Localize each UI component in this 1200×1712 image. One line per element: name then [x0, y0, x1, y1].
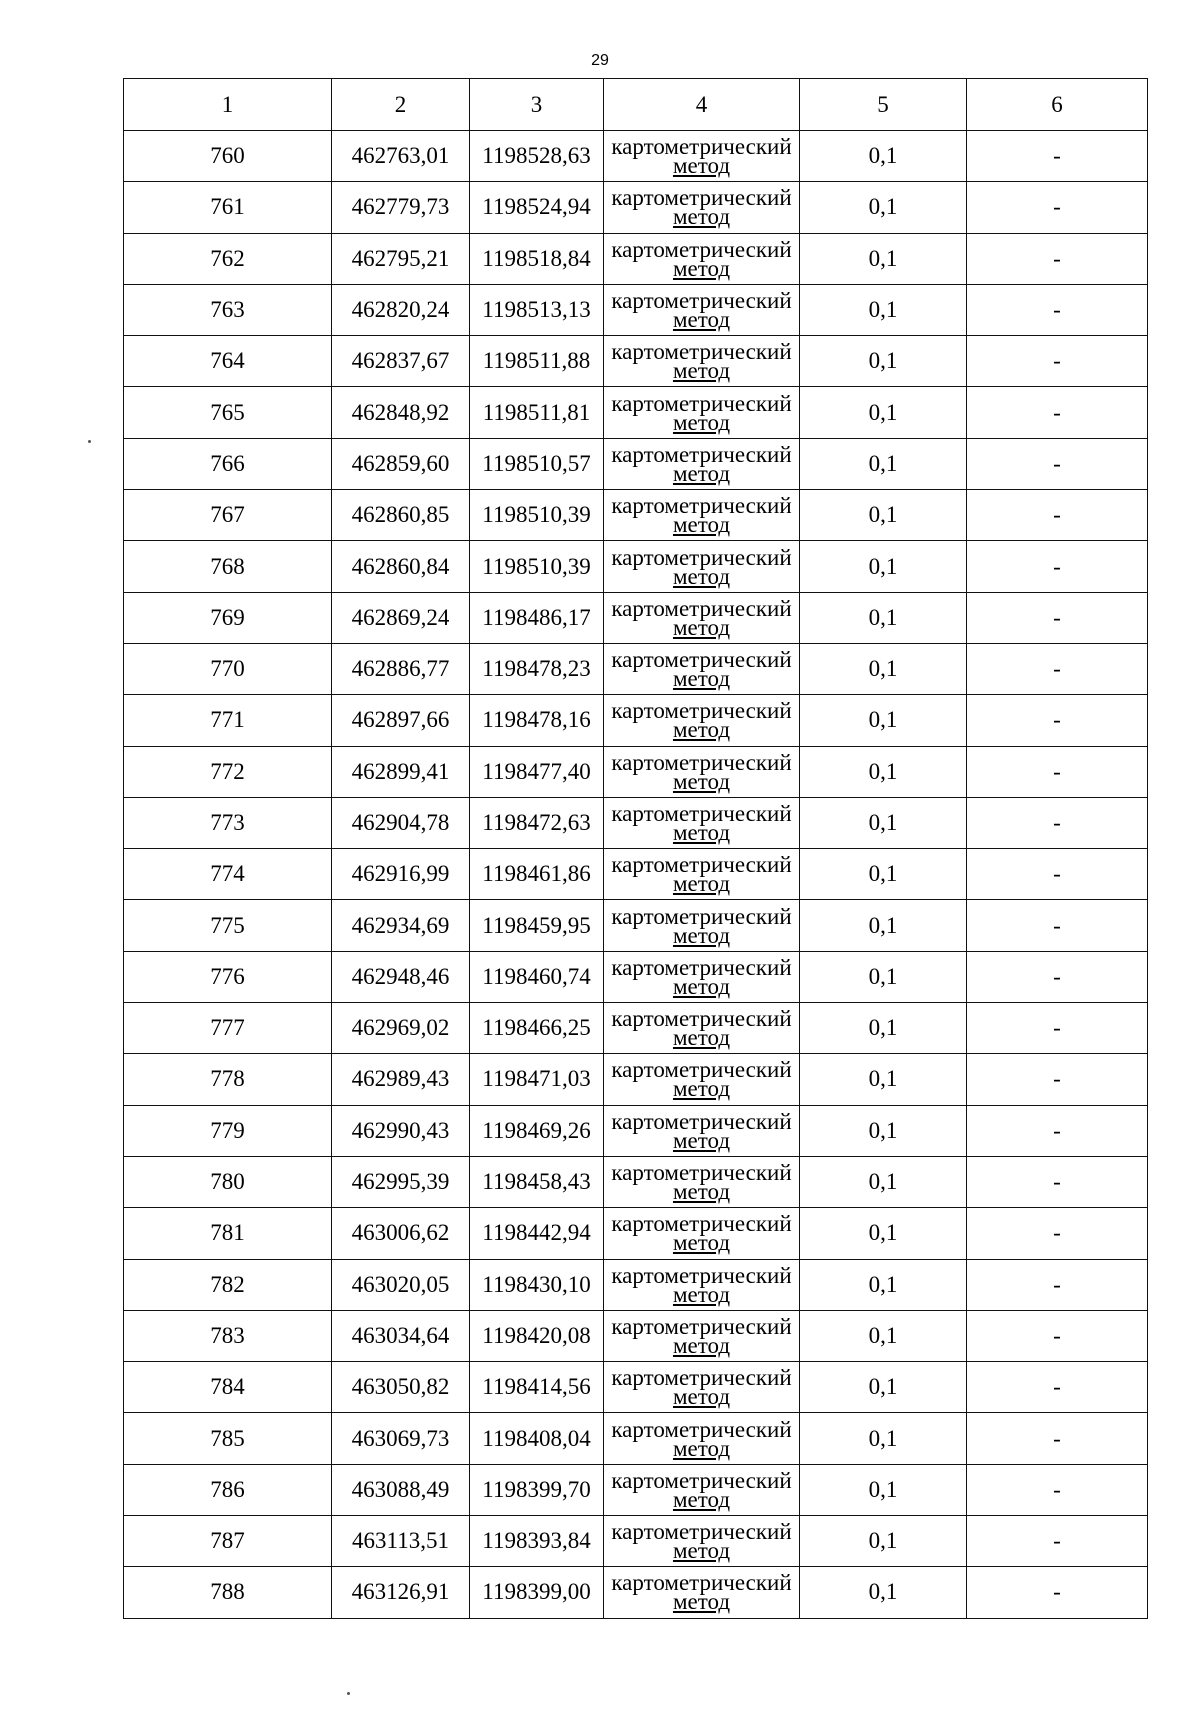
method-line-1: картометрический — [611, 801, 792, 826]
method-line-1: картометрический — [611, 954, 792, 980]
x-coordinate-cell: 462848,92 — [332, 387, 470, 438]
method-line-2: метод — [672, 666, 731, 692]
point-number-cell: 762 — [124, 233, 332, 284]
column-header: 2 — [332, 79, 470, 131]
accuracy-cell: 0,1 — [800, 951, 967, 1002]
x-coordinate-cell: 462897,66 — [332, 695, 470, 746]
point-number-cell: 788 — [124, 1567, 332, 1618]
method-line-2: метод — [672, 1589, 731, 1615]
note-cell: - — [967, 1003, 1148, 1054]
point-number-cell: 768 — [124, 541, 332, 592]
x-coordinate-cell: 462763,01 — [332, 131, 470, 182]
table-row — [124, 387, 1148, 438]
table-row — [124, 1310, 1148, 1361]
method-cell — [604, 490, 800, 541]
method-line-1: картометрический — [611, 441, 792, 467]
method-line-2: метод — [672, 1538, 731, 1564]
x-coordinate-cell: 463050,82 — [332, 1362, 470, 1413]
table-row — [124, 951, 1148, 1002]
method-line-1: картометрический — [611, 749, 792, 775]
method-line-2: метод — [672, 614, 731, 640]
y-coordinate-cell: 1198461,86 — [470, 849, 604, 900]
point-number-cell: 766 — [124, 438, 332, 489]
point-number-cell: 786 — [124, 1464, 332, 1515]
accuracy-cell: 0,1 — [800, 387, 967, 438]
point-number-cell: 778 — [124, 1054, 332, 1105]
point-number-cell: 785 — [124, 1413, 332, 1464]
method-line-1: картометрический — [611, 1519, 792, 1545]
method-line-1: картометрический — [611, 903, 792, 929]
table-row — [124, 541, 1148, 592]
table-row — [124, 182, 1148, 233]
y-coordinate-cell: 1198511,81 — [470, 387, 604, 438]
method-line-1: картометрический — [611, 595, 792, 621]
table-row — [124, 233, 1148, 284]
accuracy-cell: 0,1 — [800, 695, 967, 746]
point-number-cell: 775 — [124, 900, 332, 951]
y-coordinate-cell: 1198472,63 — [470, 797, 604, 848]
point-number-cell: 765 — [124, 387, 332, 438]
point-number-cell: 767 — [124, 490, 332, 541]
y-coordinate-cell: 1198528,63 — [470, 131, 604, 182]
accuracy-cell: 0,1 — [800, 1105, 967, 1156]
accuracy-cell: 0,1 — [800, 233, 967, 284]
accuracy-cell: 0,1 — [800, 1464, 967, 1515]
x-coordinate-cell: 462860,84 — [332, 541, 470, 592]
table-row — [124, 1464, 1148, 1515]
method-line-2: метод — [672, 512, 731, 538]
table-row — [124, 1105, 1148, 1156]
y-coordinate-cell: 1198399,70 — [470, 1464, 604, 1515]
note-cell: - — [967, 1208, 1148, 1259]
column-header: 6 — [967, 79, 1148, 131]
point-number-cell: 783 — [124, 1310, 332, 1361]
method-line-2: метод — [672, 1435, 731, 1461]
table-row — [124, 1054, 1148, 1105]
x-coordinate-cell: 463069,73 — [332, 1413, 470, 1464]
method-line-2: метод — [672, 1332, 731, 1358]
x-coordinate-cell: 462989,43 — [332, 1054, 470, 1105]
method-cell — [604, 1156, 800, 1207]
method-line-1: картометрический — [611, 185, 792, 211]
accuracy-cell: 0,1 — [800, 438, 967, 489]
accuracy-cell: 0,1 — [800, 1054, 967, 1105]
method-cell — [604, 1464, 800, 1515]
x-coordinate-cell: 463113,51 — [332, 1516, 470, 1567]
method-cell — [604, 1259, 800, 1310]
x-coordinate-cell: 462860,85 — [332, 490, 470, 541]
y-coordinate-cell: 1198408,04 — [470, 1413, 604, 1464]
method-cell — [604, 1413, 800, 1464]
note-cell: - — [967, 336, 1148, 387]
method-line-1: картометрический — [611, 1211, 792, 1237]
x-coordinate-cell: 462934,69 — [332, 900, 470, 951]
note-cell: - — [967, 1054, 1148, 1105]
method-cell — [604, 849, 800, 900]
accuracy-cell: 0,1 — [800, 490, 967, 541]
y-coordinate-cell: 1198478,16 — [470, 695, 604, 746]
method-cell — [604, 643, 800, 694]
method-line-1: картометрический — [611, 390, 792, 416]
y-coordinate-cell: 1198420,08 — [470, 1310, 604, 1361]
table-row — [124, 336, 1148, 387]
note-cell: - — [967, 592, 1148, 643]
point-number-cell: 770 — [124, 643, 332, 694]
x-coordinate-cell: 462916,99 — [332, 849, 470, 900]
method-cell — [604, 1310, 800, 1361]
point-number-cell: 773 — [124, 797, 332, 848]
method-cell — [604, 1054, 800, 1105]
method-line-2: метод — [672, 717, 731, 743]
note-cell: - — [967, 438, 1148, 489]
y-coordinate-cell: 1198510,39 — [470, 490, 604, 541]
table-header-row — [124, 79, 1148, 131]
accuracy-cell: 0,1 — [800, 1413, 967, 1464]
method-line-2: метод — [672, 1127, 731, 1153]
table-row — [124, 695, 1148, 746]
method-cell — [604, 695, 800, 746]
point-number-cell: 764 — [124, 336, 332, 387]
method-cell — [604, 131, 800, 182]
table-row — [124, 746, 1148, 797]
method-cell — [604, 336, 800, 387]
method-line-1: картометрический — [611, 236, 792, 262]
y-coordinate-cell: 1198469,26 — [470, 1105, 604, 1156]
y-coordinate-cell: 1198414,56 — [470, 1362, 604, 1413]
method-line-2: метод — [672, 204, 731, 230]
scan-speck — [88, 440, 91, 443]
method-line-1: картометрический — [611, 1467, 792, 1493]
note-cell: - — [967, 284, 1148, 335]
method-line-1: картометрический — [611, 1262, 792, 1288]
point-number-cell: 777 — [124, 1003, 332, 1054]
table-row — [124, 1516, 1148, 1567]
point-number-cell: 779 — [124, 1105, 332, 1156]
note-cell: - — [967, 1310, 1148, 1361]
scan-speck — [347, 1692, 350, 1695]
column-header: 3 — [470, 79, 604, 131]
method-cell — [604, 1003, 800, 1054]
method-line-1: картометрический — [611, 339, 792, 365]
note-cell: - — [967, 1516, 1148, 1567]
point-number-cell: 761 — [124, 182, 332, 233]
y-coordinate-cell: 1198430,10 — [470, 1259, 604, 1310]
note-cell: - — [967, 1105, 1148, 1156]
method-line-1: картометрический — [611, 134, 792, 160]
table-row — [124, 490, 1148, 541]
method-line-1: картометрический — [611, 852, 792, 878]
accuracy-cell: 0,1 — [800, 746, 967, 797]
method-line-2: метод — [672, 1025, 731, 1051]
table-row — [124, 1156, 1148, 1207]
note-cell: - — [967, 182, 1148, 233]
page-number: 29 — [591, 52, 609, 69]
y-coordinate-cell: 1198477,40 — [470, 746, 604, 797]
method-line-1: картометрический — [611, 1365, 792, 1391]
point-number-cell: 780 — [124, 1156, 332, 1207]
x-coordinate-cell: 462995,39 — [332, 1156, 470, 1207]
note-cell: - — [967, 1464, 1148, 1515]
method-line-2: метод — [672, 1281, 731, 1307]
table-row — [124, 1567, 1148, 1618]
x-coordinate-cell: 463006,62 — [332, 1208, 470, 1259]
note-cell: - — [967, 951, 1148, 1002]
method-line-1: картометрический — [611, 288, 792, 314]
note-cell: - — [967, 1567, 1148, 1618]
method-cell — [604, 387, 800, 438]
point-number-cell: 784 — [124, 1362, 332, 1413]
method-line-2: метод — [672, 409, 731, 435]
method-cell — [604, 1567, 800, 1618]
accuracy-cell: 0,1 — [800, 1156, 967, 1207]
note-cell: - — [967, 849, 1148, 900]
x-coordinate-cell: 462859,60 — [332, 438, 470, 489]
accuracy-cell: 0,1 — [800, 284, 967, 335]
table-row — [124, 1362, 1148, 1413]
note-cell: - — [967, 490, 1148, 541]
accuracy-cell: 0,1 — [800, 182, 967, 233]
x-coordinate-cell: 463034,64 — [332, 1310, 470, 1361]
method-line-2: метод — [672, 153, 731, 179]
x-coordinate-cell: 463126,91 — [332, 1567, 470, 1618]
method-line-2: метод — [672, 820, 731, 845]
method-cell — [604, 284, 800, 335]
y-coordinate-cell: 1198486,17 — [470, 592, 604, 643]
method-cell — [604, 182, 800, 233]
method-line-1: картометрический — [611, 1160, 792, 1186]
point-number-cell: 787 — [124, 1516, 332, 1567]
point-number-cell: 772 — [124, 746, 332, 797]
method-line-1: картометрический — [611, 1057, 792, 1083]
x-coordinate-cell: 462904,78 — [332, 797, 470, 848]
table-row — [124, 1003, 1148, 1054]
method-line-1: картометрический — [611, 698, 792, 724]
method-line-1: картометрический — [611, 1006, 792, 1032]
note-cell: - — [967, 1156, 1148, 1207]
y-coordinate-cell: 1198459,95 — [470, 900, 604, 951]
method-line-2: метод — [672, 1486, 731, 1512]
table-row — [124, 1259, 1148, 1310]
method-cell — [604, 951, 800, 1002]
y-coordinate-cell: 1198510,39 — [470, 541, 604, 592]
note-cell: - — [967, 1259, 1148, 1310]
y-coordinate-cell: 1198471,03 — [470, 1054, 604, 1105]
method-cell — [604, 900, 800, 951]
method-line-1: картометрический — [611, 1570, 792, 1596]
x-coordinate-cell: 462779,73 — [332, 182, 470, 233]
accuracy-cell: 0,1 — [800, 900, 967, 951]
y-coordinate-cell: 1198442,94 — [470, 1208, 604, 1259]
method-cell — [604, 233, 800, 284]
note-cell: - — [967, 1362, 1148, 1413]
point-number-cell: 769 — [124, 592, 332, 643]
point-number-cell: 760 — [124, 131, 332, 182]
column-header: 4 — [604, 79, 800, 131]
method-line-1: картометрический — [611, 544, 792, 570]
y-coordinate-cell: 1198510,57 — [470, 438, 604, 489]
y-coordinate-cell: 1198393,84 — [470, 1516, 604, 1567]
y-coordinate-cell: 1198524,94 — [470, 182, 604, 233]
table-row — [124, 797, 1148, 848]
accuracy-cell: 0,1 — [800, 1516, 967, 1567]
table-row — [124, 849, 1148, 900]
point-number-cell: 781 — [124, 1208, 332, 1259]
x-coordinate-cell: 462795,21 — [332, 233, 470, 284]
table-row — [124, 438, 1148, 489]
method-line-1: картометрический — [611, 493, 792, 519]
method-line-2: метод — [672, 1230, 731, 1256]
method-line-2: метод — [672, 1384, 731, 1410]
method-line-1: картометрический — [611, 647, 792, 673]
note-cell: - — [967, 797, 1148, 848]
x-coordinate-cell: 462820,24 — [332, 284, 470, 335]
y-coordinate-cell: 1198511,88 — [470, 336, 604, 387]
point-number-cell: 774 — [124, 849, 332, 900]
x-coordinate-cell: 462886,77 — [332, 643, 470, 694]
method-cell — [604, 1208, 800, 1259]
accuracy-cell: 0,1 — [800, 1362, 967, 1413]
x-coordinate-cell: 463088,49 — [332, 1464, 470, 1515]
table-row — [124, 592, 1148, 643]
y-coordinate-cell: 1198478,23 — [470, 643, 604, 694]
note-cell: - — [967, 746, 1148, 797]
point-number-cell: 782 — [124, 1259, 332, 1310]
table-row — [124, 1413, 1148, 1464]
note-cell: - — [967, 695, 1148, 746]
method-line-2: метод — [672, 563, 731, 589]
y-coordinate-cell: 1198399,00 — [470, 1567, 604, 1618]
accuracy-cell: 0,1 — [800, 643, 967, 694]
y-coordinate-cell: 1198518,84 — [470, 233, 604, 284]
accuracy-cell: 0,1 — [800, 541, 967, 592]
method-cell — [604, 438, 800, 489]
note-cell: - — [967, 1413, 1148, 1464]
method-cell — [604, 1516, 800, 1567]
table-row — [124, 1208, 1148, 1259]
accuracy-cell: 0,1 — [800, 1567, 967, 1618]
method-cell — [604, 592, 800, 643]
note-cell: - — [967, 387, 1148, 438]
method-line-2: метод — [672, 768, 731, 794]
column-header: 1 — [124, 79, 332, 131]
column-header: 5 — [800, 79, 967, 131]
method-cell — [604, 1105, 800, 1156]
x-coordinate-cell: 462969,02 — [332, 1003, 470, 1054]
method-line-2: метод — [672, 973, 731, 999]
x-coordinate-cell: 462990,43 — [332, 1105, 470, 1156]
accuracy-cell: 0,1 — [800, 1208, 967, 1259]
table-row — [124, 643, 1148, 694]
method-line-2: метод — [672, 358, 731, 384]
y-coordinate-cell: 1198513,13 — [470, 284, 604, 335]
accuracy-cell: 0,1 — [800, 849, 967, 900]
x-coordinate-cell: 463020,05 — [332, 1259, 470, 1310]
method-cell — [604, 541, 800, 592]
method-line-2: метод — [672, 255, 731, 281]
x-coordinate-cell: 462869,24 — [332, 592, 470, 643]
note-cell: - — [967, 131, 1148, 182]
method-line-2: метод — [672, 1179, 731, 1205]
accuracy-cell: 0,1 — [800, 1003, 967, 1054]
x-coordinate-cell: 462948,46 — [332, 951, 470, 1002]
method-cell — [604, 797, 800, 848]
method-line-2: метод — [672, 1076, 731, 1102]
note-cell: - — [967, 643, 1148, 694]
accuracy-cell: 0,1 — [800, 1310, 967, 1361]
method-line-1: картометрический — [611, 1416, 792, 1442]
note-cell: - — [967, 541, 1148, 592]
method-line-2: метод — [672, 307, 731, 333]
note-cell: - — [967, 233, 1148, 284]
method-cell — [604, 746, 800, 797]
point-number-cell: 776 — [124, 951, 332, 1002]
table-row — [124, 131, 1148, 182]
y-coordinate-cell: 1198460,74 — [470, 951, 604, 1002]
method-line-2: метод — [672, 871, 731, 897]
point-number-cell: 763 — [124, 284, 332, 335]
method-line-1: картометрический — [611, 1313, 792, 1339]
table-row — [124, 284, 1148, 335]
method-cell — [604, 1362, 800, 1413]
note-cell: - — [967, 900, 1148, 951]
method-line-2: метод — [672, 922, 731, 948]
point-number-cell: 771 — [124, 695, 332, 746]
method-line-1: картометрический — [611, 1108, 792, 1134]
table-row — [124, 900, 1148, 951]
y-coordinate-cell: 1198458,43 — [470, 1156, 604, 1207]
accuracy-cell: 0,1 — [800, 797, 967, 848]
x-coordinate-cell: 462837,67 — [332, 336, 470, 387]
accuracy-cell: 0,1 — [800, 131, 967, 182]
y-coordinate-cell: 1198466,25 — [470, 1003, 604, 1054]
method-line-2: метод — [672, 460, 731, 486]
coordinates-table — [123, 78, 1148, 1619]
accuracy-cell: 0,1 — [800, 336, 967, 387]
accuracy-cell: 0,1 — [800, 1259, 967, 1310]
accuracy-cell: 0,1 — [800, 592, 967, 643]
x-coordinate-cell: 462899,41 — [332, 746, 470, 797]
